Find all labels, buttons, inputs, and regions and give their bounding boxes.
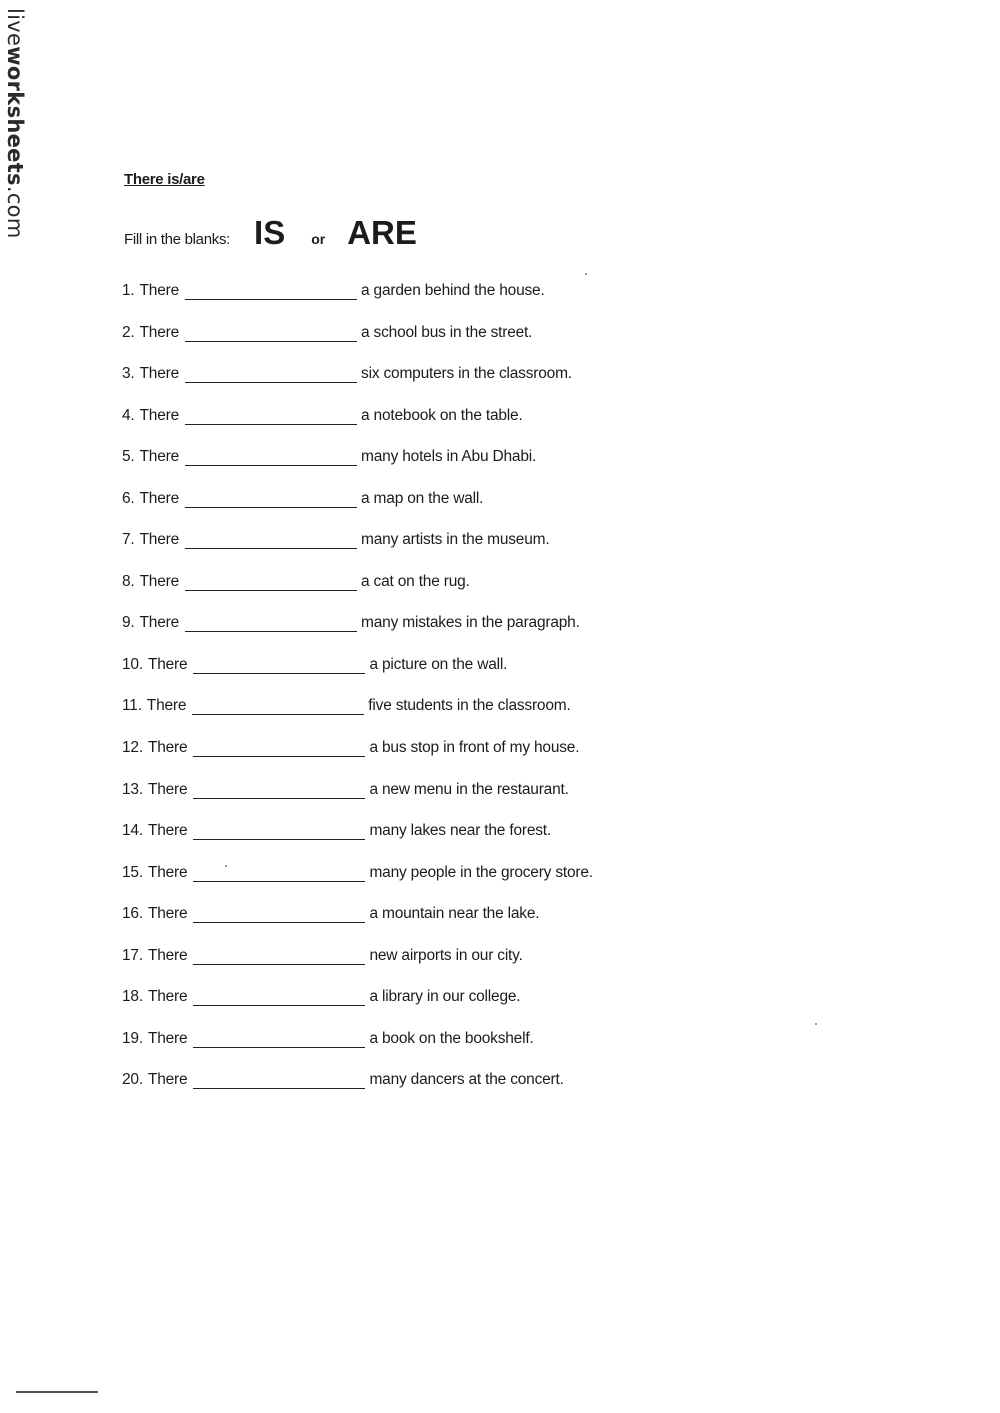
answer-blank[interactable] [193,656,365,674]
question-item [122,905,593,947]
question-item [122,365,593,407]
scan-speck [585,273,587,275]
question-text: a school bus in the street. [361,323,533,341]
question-text: a library in our college. [369,988,521,1006]
question-number: 13. [122,780,143,798]
question-number: 14. [122,822,143,840]
question-there-word: There [139,572,180,590]
instruction-label: Fill in the blanks: [124,231,231,248]
answer-blank[interactable] [193,988,365,1006]
question-number: 11. [122,697,142,715]
question-text: many lakes near the forest. [369,822,552,840]
question-there-word: There [147,863,188,881]
question-item [122,656,593,698]
question-there-word: There [147,1071,188,1089]
question-there-word: There [139,323,180,341]
answer-blank[interactable] [193,822,365,840]
question-item [122,1071,593,1113]
question-number: 6. [122,489,135,507]
question-item [122,448,593,490]
question-item [122,324,593,366]
question-there-word: There [139,489,180,507]
question-there-word: There [147,905,188,923]
scan-speck [225,865,227,867]
question-text: many mistakes in the paragraph. [361,614,580,632]
question-text: a new menu in the restaurant. [369,780,569,798]
question-there-word: There [147,655,188,673]
answer-blank[interactable] [193,1030,365,1048]
answer-blank[interactable] [193,781,365,799]
question-there-word: There [139,448,180,466]
watermark-main: worksheets [3,46,27,186]
question-item [122,573,593,615]
question-there-word: There [147,946,188,964]
question-text: a cat on the rug. [361,572,470,590]
question-text: new airports in our city. [369,946,523,964]
watermark-prefix: live [3,8,27,47]
question-there-word: There [146,697,187,715]
answer-blank[interactable] [185,407,357,425]
answer-blank[interactable] [185,448,357,466]
question-item [122,781,593,823]
question-text: five students in the classroom. [368,697,571,715]
question-item [122,282,593,324]
question-there-word: There [147,988,188,1006]
answer-blank[interactable] [193,947,365,965]
question-item [122,739,593,781]
question-number: 16. [122,905,143,923]
question-item [122,490,593,532]
question-text: a bus stop in front of my house. [369,739,580,757]
question-text: a garden behind the house. [361,282,545,299]
answer-blank[interactable] [185,531,357,549]
option-is: IS [254,214,286,251]
answer-blank[interactable] [192,697,364,715]
question-number: 10. [122,655,143,673]
answer-blank[interactable] [185,573,357,591]
question-text: six computers in the classroom. [361,365,572,383]
answer-blank[interactable] [185,324,357,342]
question-number: 17. [122,946,143,964]
answer-blank[interactable] [185,282,357,300]
question-text: a map on the wall. [361,489,484,507]
question-text: a book on the bookshelf. [369,1029,534,1047]
question-there-word: There [147,780,188,798]
question-there-word: There [139,406,180,424]
question-number: 12. [122,739,143,757]
scan-smudge [16,1391,98,1393]
answer-blank[interactable] [185,614,357,632]
question-there-word: There [139,614,180,632]
question-item [122,1030,593,1072]
question-there-word: There [147,1029,188,1047]
answer-blank[interactable] [193,864,365,882]
question-number: 2. [122,323,135,341]
question-number: 7. [122,531,135,549]
answer-blank[interactable] [185,365,357,383]
question-item [122,947,593,989]
question-there-word: There [139,365,180,383]
question-number: 15. [122,863,143,881]
question-text: many artists in the museum. [361,531,550,549]
question-item [122,697,593,739]
option-or: or [311,231,326,247]
question-item [122,614,593,656]
question-number: 3. [122,365,135,383]
question-there-word: There [139,531,180,549]
question-there-word: There [147,739,188,757]
question-number: 5. [122,448,135,466]
scan-speck [815,1023,817,1025]
question-number: 19. [122,1029,143,1047]
question-item [122,988,593,1030]
question-there-word: There [147,822,188,840]
question-text: a picture on the wall. [369,655,508,673]
answer-blank[interactable] [193,1071,365,1089]
question-number: 4. [122,406,135,424]
question-list [122,282,593,1113]
question-text: many dancers at the concert. [369,1071,564,1089]
question-item [122,864,593,906]
question-number: 1. [122,282,135,299]
question-item [122,822,593,864]
question-number: 20. [122,1071,143,1089]
watermark-suffix: .com [3,185,27,239]
option-are: ARE [347,214,417,251]
livewMyorksheets-watermark [4,8,25,239]
question-there-word: There [139,282,180,299]
question-text: a mountain near the lake. [369,905,540,923]
answer-blank[interactable] [193,905,365,923]
question-item [122,407,593,449]
question-text: a notebook on the table. [361,406,523,424]
instructions-line [124,214,417,258]
worksheet-title: There is/are [124,171,205,188]
answer-blank[interactable] [185,490,357,508]
question-number: 8. [122,572,135,590]
question-item [122,531,593,573]
question-number: 18. [122,988,143,1006]
question-text: many hotels in Abu Dhabi. [361,448,537,466]
question-number: 9. [122,614,135,632]
answer-blank[interactable] [193,739,365,757]
question-text: many people in the grocery store. [369,863,593,881]
